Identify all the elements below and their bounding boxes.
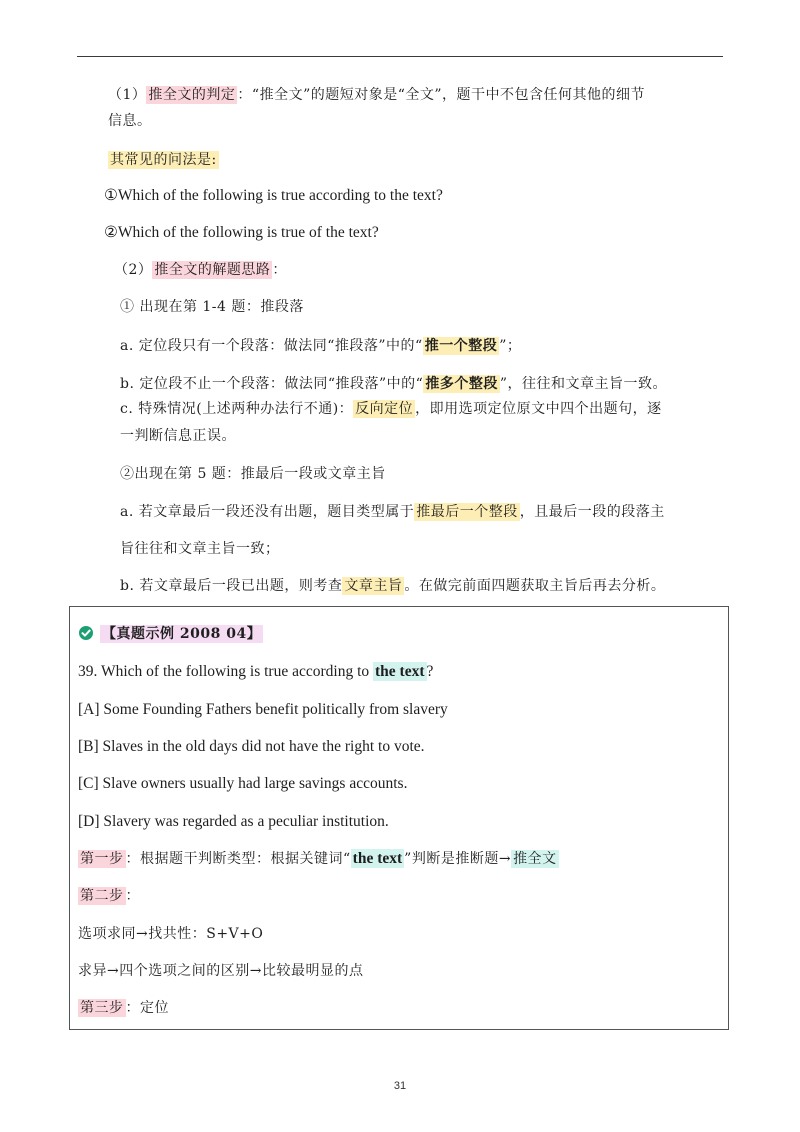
example-tag <box>100 624 263 644</box>
section1-term: 推全文的判定 <box>148 87 236 103</box>
check-circle-icon <box>79 626 93 640</box>
case1-a-pre: a. 定位段只有一个段落：做法同“推段落”中的“ <box>120 338 423 354</box>
example-question-post: ? <box>426 663 434 680</box>
common-question-2: ②Which of the following is true of the text? <box>104 224 379 241</box>
case1-c-pre: c. 特殊情况(上述两种办法行不通)： <box>120 401 354 417</box>
case2-b-pre: b. 若文章最后一段已出题，则考查 <box>120 578 343 594</box>
example-option-b: [B] Slaves in the old days did not have the right to vote. <box>78 738 425 755</box>
case2-item-a-cont: 旨往往和文章主旨一致； <box>120 541 280 557</box>
step1-keyword: the text <box>352 850 403 867</box>
case1-b-pre: b. 定位段不止一个段落：做法同“推段落”中的“ <box>120 376 424 392</box>
section2-heading <box>114 260 287 280</box>
step1-pre: ：根据题干判断类型：根据关键词“ <box>125 851 351 867</box>
case1-item-c <box>120 399 662 419</box>
step2-post: ： <box>125 888 140 904</box>
example-option-c: [C] Slave owners usually had large savings accounts. <box>78 775 408 792</box>
case1-item-c-cont: 一判断信息正误。 <box>120 428 236 444</box>
case1-c-post: ，即用选项定位原文中四个出题句，逐 <box>415 401 662 417</box>
section1-line1 <box>108 85 645 105</box>
step3-line <box>78 998 169 1018</box>
case2-a-post: ，且最后一段的段落主 <box>519 504 665 520</box>
common-question-1: ①Which of the following is true according to the text? <box>104 187 443 204</box>
case2-a-highlight: 推最后一个整段 <box>416 504 518 520</box>
case2-title: ②出现在第 5 题：推最后一段或文章主旨 <box>120 466 386 482</box>
step2-detail-2: 求异→四个选项之间的区别→比较最明显的点 <box>78 963 364 979</box>
section2-prefix: （2） <box>114 262 153 278</box>
common-questions-label: 其常见的问法是: <box>110 152 217 168</box>
step2-line <box>78 886 140 906</box>
step1-line <box>78 849 559 869</box>
page-number: 31 <box>393 1080 407 1092</box>
section1-line2: 信息。 <box>108 113 152 129</box>
example-option-d: [D] Slavery was regarded as a peculiar institution. <box>78 813 389 830</box>
case1-b-highlight: 推多个整段 <box>425 376 498 392</box>
example-question-pre: 39. Which of the following is true according to <box>78 663 374 680</box>
case1-c-highlight: 反向定位 <box>355 401 414 417</box>
step1-highlight: 推全文 <box>513 851 557 867</box>
section1-prefix: （1） <box>108 87 147 103</box>
case2-item-b <box>120 576 665 596</box>
common-questions-heading <box>108 150 219 170</box>
section1-text-a: ：“推全文”的题短对象是“全文”，题干中不包含任何其他的细节 <box>237 87 646 103</box>
example-tag-label: 【真题示例 2008 04】 <box>102 626 262 642</box>
section2-term: 推全文的解题思路 <box>154 262 271 278</box>
case2-a-pre: a. 若文章最后一段还没有出题，题目类型属于 <box>120 504 415 520</box>
case1-item-b <box>120 374 667 394</box>
header-rule <box>77 56 723 57</box>
case2-item-a <box>120 502 665 522</box>
step3-post: ：定位 <box>125 1000 169 1016</box>
case2-b-highlight: 文章主旨 <box>344 578 403 594</box>
step2-label: 第二步 <box>80 888 124 904</box>
case1-a-post: ”； <box>499 338 522 354</box>
example-question-keyword: the text <box>375 663 425 680</box>
step1-label: 第一步 <box>80 851 124 867</box>
case1-a-highlight: 推一个整段 <box>424 338 498 354</box>
case1-b-post: ”，往往和文章主旨一致。 <box>499 376 668 392</box>
case1-item-a <box>120 336 521 356</box>
section2-suffix: ： <box>272 262 287 278</box>
step2-detail-1: 选项求同→找共性：S+V+O <box>78 926 264 942</box>
example-question <box>78 662 433 682</box>
step1-mid: ”判断是推断题→ <box>404 851 512 867</box>
case1-title: ① 出现在第 1-4 题：推段落 <box>120 299 304 315</box>
example-option-a: [A] Some Founding Fathers benefit politically from slavery <box>78 701 448 718</box>
step3-label: 第三步 <box>80 1000 124 1016</box>
case2-b-post: 。在做完前面四题获取主旨后再去分析。 <box>404 578 666 594</box>
